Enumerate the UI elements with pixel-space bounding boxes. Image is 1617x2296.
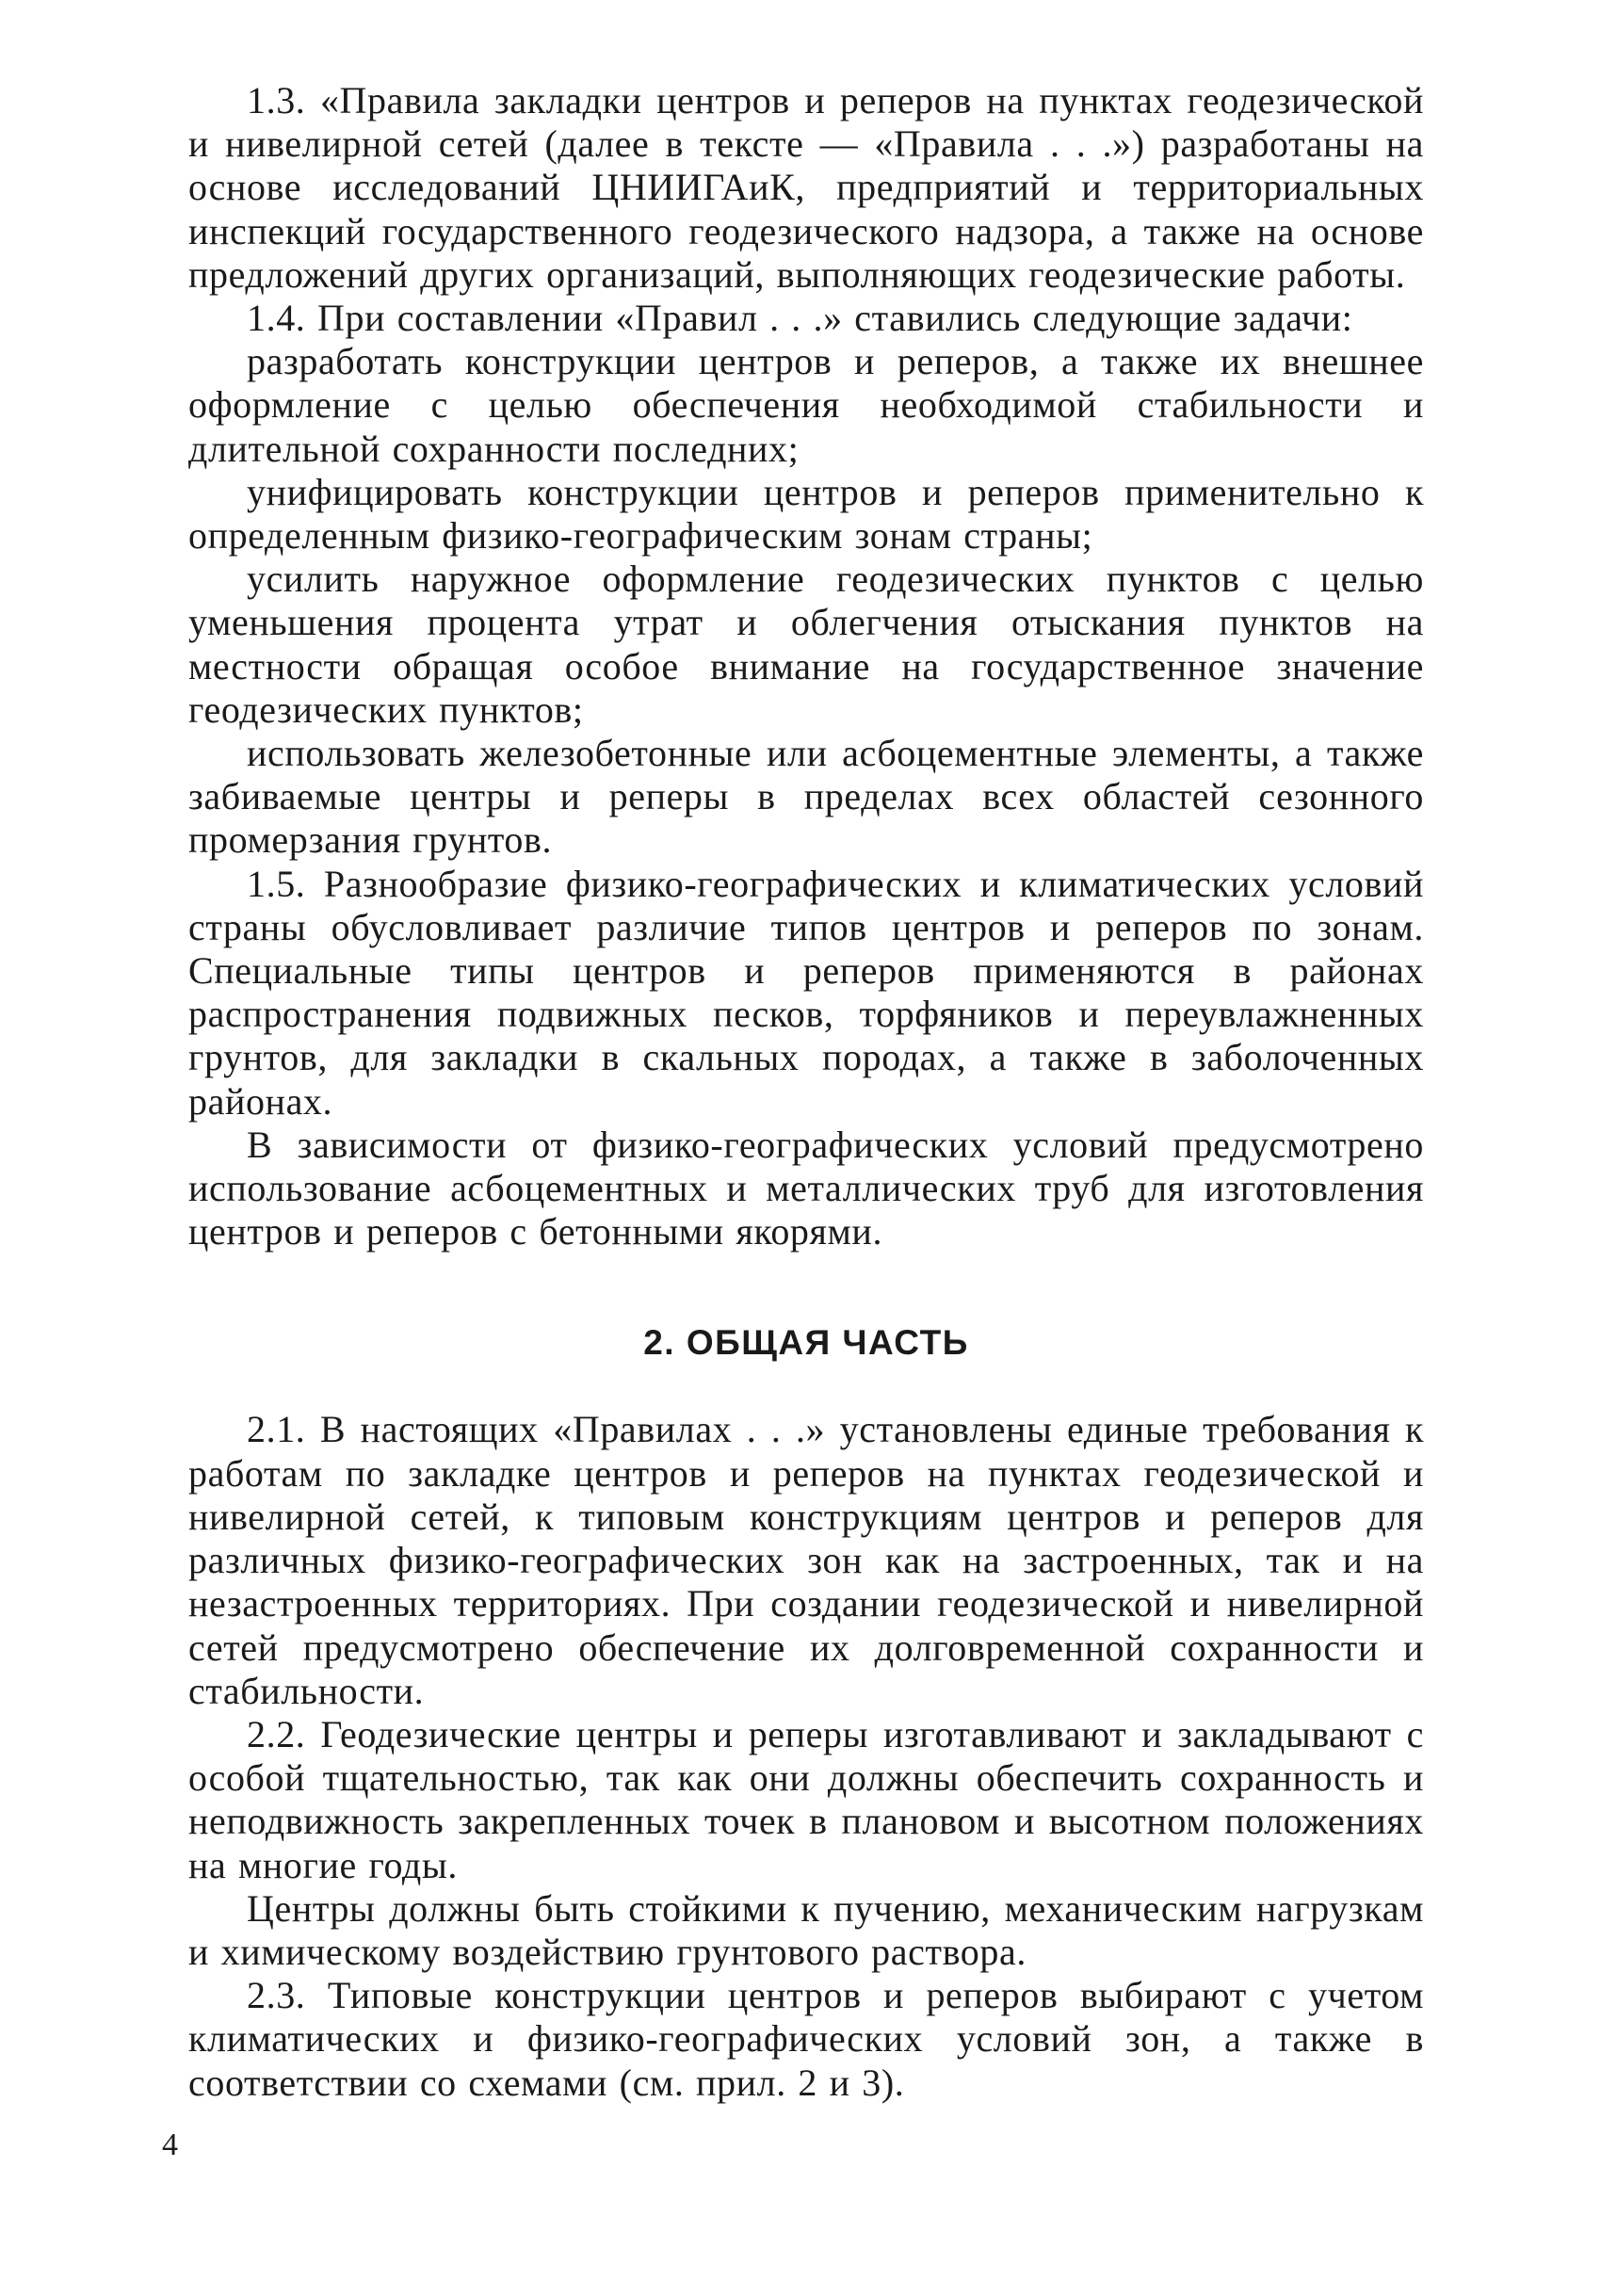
task-item-4: использовать железобетонные или асбоцементные элементы, а также забиваемые центры и реперы в пределах всех областей сезонного промерзания грунтов. <box>188 732 1424 862</box>
task-item-1: разработать конструкции центров и реперов, а также их внешнее оформление с целью обеспечения необходимой стабильности и длительной сохранности последних; <box>188 340 1424 470</box>
paragraph-1-4: 1.4. При составлении «Правил . . .» ставились следующие задачи: <box>247 297 1353 340</box>
section-title: 2. ОБЩАЯ ЧАСТЬ <box>643 1323 969 1363</box>
paragraph-2-3: 2.3. Типовые конструкции центров и реперов выбирают с учетом климатических и физико-географических условий зон, а также в соответствии со схемами (см. прил. 2 и 3). <box>188 1974 1424 2104</box>
paragraph-1-5: 1.5. Разнообразие физико-географических и климатических условий страны обусловливает различие типов центров и реперов по зонам. Специальные типы центров и реперов применяются в районах распространения подвижных песков, торфяников и переувлажненных грунтов, для закладки в скальных породах, а также в заболоченных районах. <box>188 862 1424 1123</box>
task-item-3: усилить наружное оформление геодезических пунктов с целью уменьшения процента утрат и облегчения отыскания пунктов на местности обращая особое внимание на государственное значение геодезических пунктов; <box>188 558 1424 731</box>
page-body <box>188 79 1424 2105</box>
paragraph-2-1: 2.1. В настоящих «Правилах . . .» установлены единые требования к работам по закладке центров и реперов на пунктах геодезической и нивелирной сетей, к типовым конструкциям центров и реперов для различных физико-географических зон как на застроенных, так и на незастроенных территориях. При создании геодезической и нивелирной сетей предусмотрено обеспечение их долговременной сохранности и стабильности. <box>188 1408 1424 1712</box>
task-item-2: унифицировать конструкции центров и реперов применительно к определенным физико-географическим зонам страны; <box>188 470 1424 558</box>
paragraph-1-3: 1.3. «Правила закладки центров и реперов на пунктах геодезической и нивелирной сетей (далее в тексте — «Правила . . .») разработаны на основе исследований ЦНИИГАиК, предприятий и территориальных инспекций государственного геодезического надзора, а также на основе предложений других организаций, выполняющих геодезические работы. <box>188 79 1424 296</box>
paragraph-2-2: 2.2. Геодезические центры и реперы изготавливают и закладывают с особой тщательностью, так как они должны обеспечить сохранность и неподвижность закрепленных точек в плановом и высотном положениях на многие годы. <box>188 1712 1424 1886</box>
page-number: 4 <box>162 2127 178 2162</box>
paragraph-2-2-continued: Центры должны быть стойкими к пучению, механическим нагрузкам и химическому воздействию грунтового раствора. <box>188 1886 1424 1973</box>
paragraph-1-5-continued: В зависимости от физико-географических условий предусмотрено использование асбоцементных и металлических труб для изготовления центров и реперов с бетонными якорями. <box>188 1123 1424 1253</box>
